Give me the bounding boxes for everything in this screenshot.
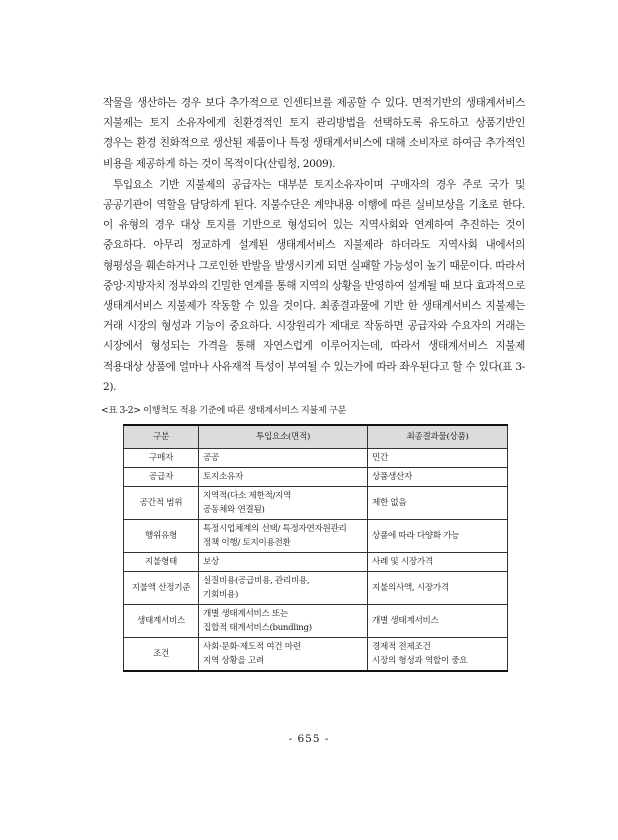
row-output: 제한 없음 <box>368 487 508 520</box>
row-input: 공공 <box>199 449 368 468</box>
row-input: 특정시업체계의 선택/ 특정자연자원관리 정책 이행/ 토지이용전환 <box>199 520 368 553</box>
header-input: 투입요소(면적) <box>199 425 368 449</box>
row-output: 민간 <box>368 449 508 468</box>
paragraph-2: 투입요소 기반 지불제의 공급자는 대부분 토지소유자이며 구매자의 경우 주로 국가 및 공공기관이 역할을 담당하게 된다. 지불수단은 계약내용 이행에 따른 실비보상을 기초로 한다. 이 유형의 경우 대상 토지를 기반으로 형성되어 있는 지역사회와 연계하여 추진하는 것이 중요하다. 아무리 정교하게 설계된 생태계서비스 지불제라 하더라도 지역사회 내에서의 형평성을 훼손하거나 그로인한 반발을 발생시키게 되면 실패할 가능성이 높기 때문이다. 따라서 중앙·지방자치 정부와의 긴밀한 연계를 통해 지역의 상황을 반영하여 설계될 때 보다 효과적으로 생태계서비스 지불제가 작동할 수 있을 것이다. 최종결과물에 기반 한 생태계서비스 지불제는 거래 시장의 형성과 기능이 중요하다. 시장원리가 제대로 작동하면 공급자와 수요자의 거래는 시장에서 형성되는 가격을 통해 자연스럽게 이루어지는데, 따라서 생태계서비스 지불제 적용대상 상품에 얼마나 사유재적 특성이 부여될 수 있는가에 따라 좌우된다고 할 수 있다(표 3-2). <box>103 178 525 393</box>
row-output: 사례 및 시장가격 <box>368 553 508 572</box>
page-number: - 655 - <box>288 733 330 745</box>
row-output: 개별 생태계서비스 <box>368 605 508 638</box>
paragraph-1: 작물을 생산하는 경우 보다 추가적으로 인센티브를 제공할 수 있다. 면적기반의 생태계서비스 지불제는 토지 소유자에게 친환경적인 토지 관리방법을 선택하도록 유도하고 상품기반인 경우는 환경 친화적으로 생산된 제품이나 특정 생태계서비스에 대해 소비자로 하여금 추가적인 비용을 제공하게 하는 것이 목적이다(산림청, 2009). <box>103 97 525 170</box>
row-label: 구매자 <box>124 449 199 468</box>
row-input: 토지소유자 <box>199 468 368 487</box>
row-label: 생태계서비스 <box>124 605 199 638</box>
row-output: 상품생산자 <box>368 468 508 487</box>
header-category: 구분 <box>124 425 199 449</box>
row-label: 지불액 산정기준 <box>124 572 199 605</box>
table-row <box>124 553 508 572</box>
table-row <box>124 605 508 638</box>
row-input: 지역적(다소 제한적/지역 공동체와 연결됨) <box>199 487 368 520</box>
row-input: 사회·문화·제도적 여건 마련 지역 상황을 고려 <box>199 638 368 672</box>
header-output: 최종결과물(상품) <box>368 425 508 449</box>
row-label: 지불형태 <box>124 553 199 572</box>
row-label: 공급자 <box>124 468 199 487</box>
row-input: 개별 생태계서비스 또는 집합적 태계서비스(bundling) <box>199 605 368 638</box>
table-row <box>124 487 508 520</box>
row-output: 상품에 따라 다양화 가능 <box>368 520 508 553</box>
table-caption: <표 3-2> 이행척도 적용 기준에 따른 생태계서비스 지불제 구분 <box>101 405 347 417</box>
table-row <box>124 638 508 672</box>
payment-classification-table <box>123 424 508 672</box>
table-row <box>124 449 508 468</box>
row-label: 공간적 범위 <box>124 487 199 520</box>
table-row <box>124 520 508 553</box>
row-label: 조건 <box>124 638 199 672</box>
row-output: 지불의사액, 시장가격 <box>368 572 508 605</box>
table-header-row <box>124 425 508 449</box>
row-input: 실질비용(공급비용, 관리비용, 기회비용) <box>199 572 368 605</box>
table-row <box>124 468 508 487</box>
table-row <box>124 572 508 605</box>
row-label: 행위유형 <box>124 520 199 553</box>
page-content <box>103 93 525 672</box>
row-output: 경제적 전제조건 시장의 형성과 역할이 중요 <box>368 638 508 672</box>
row-input: 보상 <box>199 553 368 572</box>
